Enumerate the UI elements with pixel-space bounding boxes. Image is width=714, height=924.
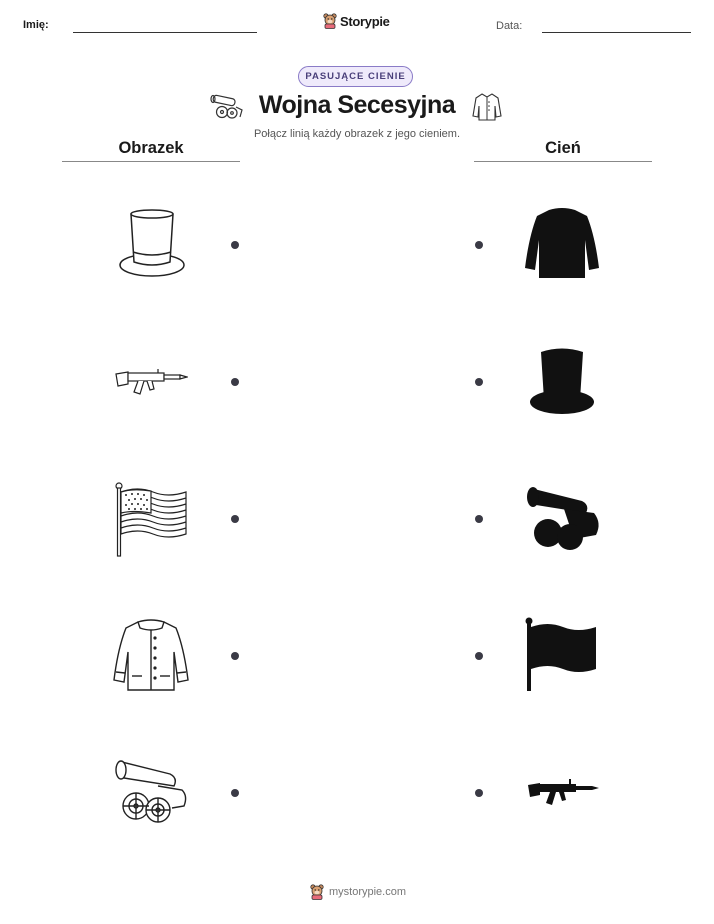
connect-dot-left-2[interactable] [231, 378, 239, 386]
page-title: Wojna Secesyjna [258, 91, 456, 119]
column-divider-right [474, 161, 652, 162]
connect-dot-left-5[interactable] [231, 789, 239, 797]
footer [310, 884, 406, 900]
column-heading-shadow: Cień [545, 139, 581, 157]
connect-dot-right-1[interactable] [475, 241, 483, 249]
coat-small-icon [471, 92, 503, 122]
top-hat-icon [117, 208, 187, 280]
coat-shadow-icon [522, 206, 602, 282]
column-divider-left [62, 161, 240, 162]
date-field-line[interactable] [542, 32, 691, 33]
flag-shadow-icon [522, 617, 600, 693]
connect-dot-right-3[interactable] [475, 515, 483, 523]
bear-icon [310, 884, 324, 900]
connect-dot-left-4[interactable] [231, 652, 239, 660]
coat-icon [112, 618, 190, 694]
cannon-icon [112, 756, 190, 826]
footer-url[interactable]: mystorypie.com [329, 886, 407, 898]
brand-logo [323, 13, 390, 29]
flag-icon [113, 482, 189, 558]
date-label: Data: [496, 20, 523, 32]
rifle-icon [114, 364, 188, 398]
connect-dot-right-4[interactable] [475, 652, 483, 660]
brand-name: Storypie [340, 13, 390, 29]
column-heading-picture: Obrazek [118, 139, 184, 157]
instructions: Połącz linią każdy obrazek z jego cieniem. [253, 128, 461, 140]
top-hat-shadow-icon [527, 346, 597, 418]
category-badge: PASUJĄCE CIENIE [298, 66, 413, 87]
rifle-shadow-icon [526, 775, 600, 809]
cannon-shadow-icon [524, 483, 602, 553]
connect-dot-left-3[interactable] [231, 515, 239, 523]
name-label: Imię: [23, 19, 49, 31]
connect-dot-right-2[interactable] [475, 378, 483, 386]
connect-dot-left-1[interactable] [231, 241, 239, 249]
name-field-line[interactable] [73, 32, 257, 33]
bear-icon [323, 13, 337, 29]
connect-dot-right-5[interactable] [475, 789, 483, 797]
